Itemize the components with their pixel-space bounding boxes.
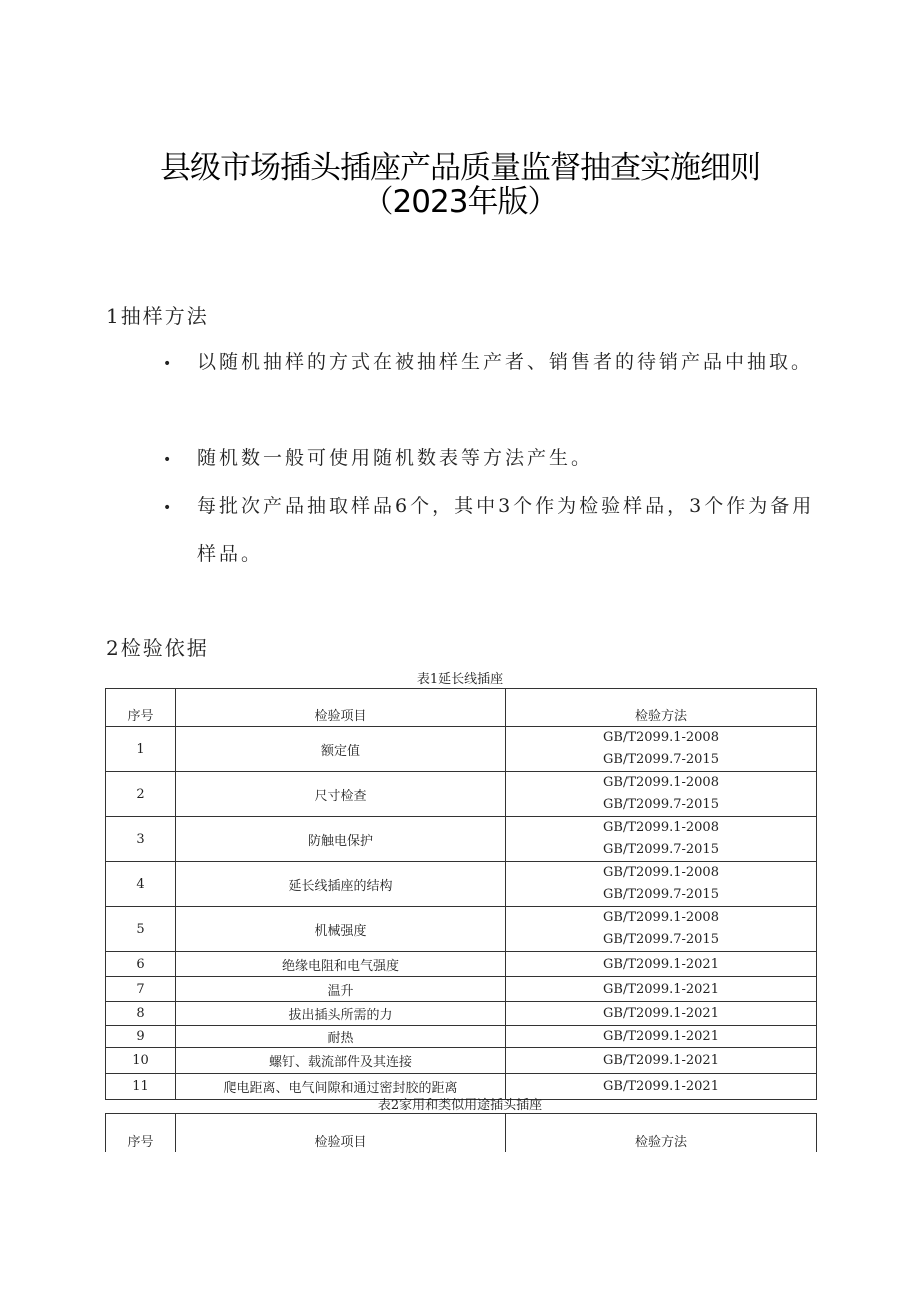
row-method	[506, 772, 817, 817]
table-row	[106, 817, 817, 862]
row-no: 2	[106, 772, 176, 817]
table-row	[106, 952, 817, 977]
header-method: 检验方法	[506, 689, 817, 727]
header-no: 序号	[106, 1114, 176, 1152]
row-item: 螺钉、载流部件及其连接	[176, 1048, 506, 1074]
row-method: GB/T2099.1-2021	[506, 1026, 817, 1048]
row-item: 绝缘电阻和电气强度	[176, 952, 506, 977]
row-no: 8	[106, 1002, 176, 1026]
row-item: 爬电距离、电气间隙和通过密封胶的距离	[176, 1074, 506, 1100]
row-no: 9	[106, 1026, 176, 1048]
row-method: GB/T2099.1-2021	[506, 952, 817, 977]
row-item: 防触电保护	[176, 817, 506, 862]
method-line: GB/T2099.7-2015	[603, 887, 719, 902]
table-2-caption: 表2家用和类似用途插头插座	[377, 1098, 543, 1113]
table-row	[106, 1026, 817, 1048]
method-line: GB/T2099.1-2008	[603, 730, 719, 745]
table-1	[105, 688, 817, 1100]
row-method	[506, 727, 817, 772]
table-row	[106, 1002, 817, 1026]
method-line: GB/T2099.1-2008	[603, 865, 719, 880]
row-method	[506, 817, 817, 862]
document-subtitle-year: （2023年版）	[362, 184, 558, 220]
document-title: 县级市场插头插座产品质量监督抽查实施细则	[160, 150, 760, 186]
row-item: 温升	[176, 977, 506, 1002]
table-1-caption: 表1延长线插座	[416, 672, 504, 687]
section-1-heading: 1抽样方法	[106, 304, 209, 328]
row-no: 7	[106, 977, 176, 1002]
row-no: 1	[106, 727, 176, 772]
row-item: 尺寸检查	[176, 772, 506, 817]
row-item: 耐热	[176, 1026, 506, 1048]
method-line: GB/T2099.1-2008	[603, 820, 719, 835]
row-no: 10	[106, 1048, 176, 1074]
bullet-item-3: 每批次产品抽取样品6个，其中3个作为检验样品，3个作为备用样品。	[197, 495, 815, 565]
method-line: GB/T2099.7-2015	[603, 797, 719, 812]
table-row	[106, 977, 817, 1002]
method-line: GB/T2099.7-2015	[603, 842, 719, 857]
bullet-item-2: 随机数一般可使用随机数表等方法产生。	[197, 447, 594, 469]
table-row	[106, 727, 817, 772]
header-method: 检验方法	[506, 1114, 817, 1152]
table-header-row	[106, 1114, 817, 1152]
section-2-heading: 2检验依据	[106, 636, 209, 660]
table-row	[106, 862, 817, 907]
row-no: 6	[106, 952, 176, 977]
bullet-icon: •	[163, 500, 172, 516]
row-item: 拔出插头所需的力	[176, 1002, 506, 1026]
row-method: GB/T2099.1-2021	[506, 1074, 817, 1100]
row-method: GB/T2099.1-2021	[506, 1002, 817, 1026]
row-no: 3	[106, 817, 176, 862]
header-no: 序号	[106, 689, 176, 727]
row-item: 延长线插座的结构	[176, 862, 506, 907]
bullet-item-1: 以随机抽样的方式在被抽样生产者、销售者的待销产品中抽取。	[197, 351, 814, 373]
bullet-icon: •	[163, 356, 172, 372]
table-row	[106, 772, 817, 817]
row-method: GB/T2099.1-2021	[506, 1048, 817, 1074]
row-item: 机械强度	[176, 907, 506, 952]
method-line: GB/T2099.7-2015	[603, 932, 719, 947]
row-no: 5	[106, 907, 176, 952]
header-item: 检验项目	[176, 689, 506, 727]
bullet-icon: •	[163, 452, 172, 468]
row-method	[506, 907, 817, 952]
row-item: 额定值	[176, 727, 506, 772]
method-line: GB/T2099.1-2008	[603, 910, 719, 925]
table-2	[105, 1113, 817, 1152]
row-method: GB/T2099.1-2021	[506, 977, 817, 1002]
row-method	[506, 862, 817, 907]
table-row	[106, 1048, 817, 1074]
table-header-row	[106, 689, 817, 727]
row-no: 11	[106, 1074, 176, 1100]
header-item: 检验项目	[176, 1114, 506, 1152]
row-no: 4	[106, 862, 176, 907]
method-line: GB/T2099.1-2008	[603, 775, 719, 790]
method-line: GB/T2099.7-2015	[603, 752, 719, 767]
table-row	[106, 907, 817, 952]
